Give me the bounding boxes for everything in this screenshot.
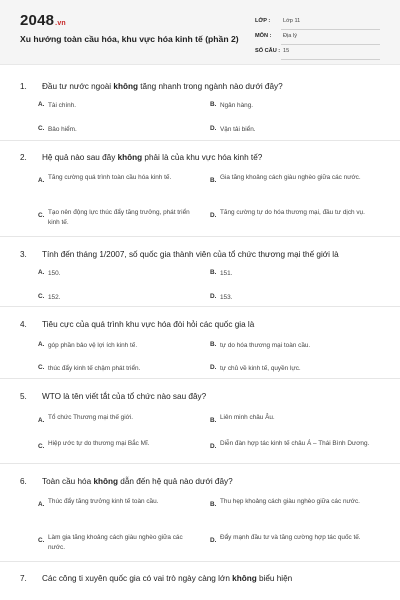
question-divider <box>0 561 400 562</box>
question-text <box>42 250 339 259</box>
logo-suffix: .vn <box>55 20 66 27</box>
option-key: A. <box>38 417 45 424</box>
question-number: 2. <box>20 153 27 162</box>
question-text-pre: WTO là tên viết tắt của tổ chức nào sau đây? <box>42 392 207 401</box>
question-heading <box>20 318 380 332</box>
option-text: Liên minh châu Âu. <box>220 414 275 421</box>
question-divider <box>0 463 400 464</box>
option-key: C. <box>38 125 45 132</box>
option-text: tự chủ về kinh tế, quyền lực. <box>220 365 301 372</box>
question-heading <box>20 80 380 94</box>
question-text-pre: Toàn cầu hóa <box>42 477 94 486</box>
option-text: Làm gia tăng khoảng cách giàu nghèo giữa các nước. <box>48 534 183 551</box>
question-heading <box>20 248 380 262</box>
option-key: B. <box>210 101 217 108</box>
question-divider <box>0 140 400 141</box>
answer-option-c[interactable] <box>38 439 203 463</box>
option-key: D. <box>210 443 217 450</box>
answer-option-d[interactable] <box>210 533 375 557</box>
answer-option-a[interactable] <box>38 413 203 437</box>
option-key: B. <box>210 341 217 348</box>
option-key: A. <box>38 501 45 508</box>
question-heading <box>20 390 380 404</box>
option-text: Tạo nên động lực thúc đẩy tăng trưởng, phát triển kinh tế. <box>48 209 190 226</box>
option-text: 153. <box>220 294 233 301</box>
answer-option-a[interactable] <box>38 101 203 125</box>
answer-option-d[interactable] <box>210 364 375 388</box>
answer-option-b[interactable] <box>210 497 375 521</box>
question-text-post: tăng nhanh trong ngành nào dưới đây? <box>137 82 283 91</box>
site-logo[interactable] <box>20 12 66 29</box>
question-text <box>42 82 283 91</box>
option-text: góp phần bảo vệ lợi ích kinh tế. <box>48 342 138 349</box>
option-text: Tăng cường tự do hóa thương mại, đầu tư dịch vụ. <box>220 209 365 216</box>
question-number: 1. <box>20 82 27 91</box>
option-text: Thúc đẩy tăng trưởng kinh tế toàn cầu. <box>48 498 159 505</box>
option-text: Thu hẹp khoảng cách giàu nghèo giữa các nước. <box>220 498 360 505</box>
option-text: tự do hóa thương mại toàn cầu. <box>220 342 311 349</box>
option-key: D. <box>210 125 217 132</box>
option-key: C. <box>38 293 45 300</box>
option-key: A. <box>38 341 45 348</box>
option-key: C. <box>38 364 45 371</box>
question-text-post: dẫn đến hệ quả nào dưới đây? <box>118 477 233 486</box>
option-key: A. <box>38 101 45 108</box>
answer-option-b[interactable] <box>210 269 375 293</box>
question-text-pre: Các công ti xuyên quốc gia có vai trò ngày càng lớn <box>42 574 233 583</box>
question-number: 4. <box>20 320 27 329</box>
question-text-emphasis: không <box>232 574 257 583</box>
question-2 <box>20 151 380 241</box>
option-key: D. <box>210 364 217 371</box>
logo-text: 2048 <box>20 12 55 29</box>
question-text-pre: Tiêu cực của quá trình khu vực hóa đòi hỏi các quốc gia là <box>42 320 255 329</box>
option-key: B. <box>210 417 217 424</box>
socau-value: 15 <box>283 48 290 54</box>
answer-option-d[interactable] <box>210 439 375 463</box>
answer-option-b[interactable] <box>210 413 375 437</box>
option-text: thúc đẩy kinh tế chậm phát triển. <box>48 365 141 372</box>
option-key: B. <box>210 501 217 508</box>
option-text: Đẩy mạnh đầu tư và tăng cường hợp tác quốc tế. <box>220 534 361 541</box>
option-text: Hiệp ước tự do thương mại Bắc Mĩ. <box>48 440 150 447</box>
option-key: D. <box>210 212 217 219</box>
question-text-pre: Hệ quả nào sau đây <box>42 153 118 162</box>
option-text: 152. <box>48 294 61 301</box>
option-key: A. <box>38 177 45 184</box>
answer-option-d[interactable] <box>210 293 375 317</box>
question-number: 7. <box>20 574 27 583</box>
info-row-socau <box>255 44 380 62</box>
option-text: Bảo hiểm. <box>48 126 77 133</box>
document-header <box>0 0 400 65</box>
option-key: A. <box>38 269 45 276</box>
answer-option-c[interactable] <box>38 208 203 232</box>
question-heading <box>20 572 380 586</box>
option-key: B. <box>210 269 217 276</box>
option-text: Gia tăng khoảng cách giàu nghèo giữa các nước. <box>220 174 361 181</box>
question-text <box>42 153 262 162</box>
answer-option-a[interactable] <box>38 497 203 521</box>
option-key: D. <box>210 293 217 300</box>
question-heading <box>20 475 380 489</box>
answer-option-d[interactable] <box>210 208 375 232</box>
question-text-emphasis: không <box>93 477 119 486</box>
question-text <box>42 392 206 401</box>
option-text: Tổ chức Thương mại thế giới. <box>48 414 134 421</box>
option-text: Diễn đàn hợp tác kinh tế châu Á – Thái Bình Dương. <box>220 440 370 447</box>
question-text-post: biểu hiện <box>256 574 293 583</box>
question-divider <box>0 306 400 307</box>
answer-option-b[interactable] <box>210 341 375 365</box>
answer-option-b[interactable] <box>210 101 375 125</box>
lop-value: Lớp 11 <box>283 18 301 24</box>
question-text <box>42 320 254 329</box>
question-number: 6. <box>20 477 27 486</box>
socau-underline <box>281 59 380 60</box>
mon-value: Địa lý <box>283 33 297 39</box>
question-text-pre: Đầu tư nước ngoài <box>42 82 114 91</box>
answer-option-a[interactable] <box>38 173 203 197</box>
question-text-post: phải là của khu vực hóa kinh tế? <box>142 153 263 162</box>
option-key: B. <box>210 177 217 184</box>
answer-option-c[interactable] <box>38 125 203 149</box>
option-text: Ngân hàng. <box>220 102 254 109</box>
question-text <box>42 574 292 583</box>
option-text: Vận tải biển. <box>220 126 256 133</box>
answer-option-a[interactable] <box>38 341 203 365</box>
option-key: D. <box>210 537 217 544</box>
answer-option-c[interactable] <box>38 533 203 557</box>
answer-option-c[interactable] <box>38 293 203 317</box>
question-text-emphasis: không <box>117 153 143 162</box>
question-divider <box>0 378 400 379</box>
option-text: 151. <box>220 270 233 277</box>
question-6 <box>20 475 380 565</box>
option-key: C. <box>38 537 45 544</box>
answer-option-b[interactable] <box>210 173 375 197</box>
document-title: Xu hướng toàn cầu hóa, khu vực hóa kinh tế (phần 2) <box>20 34 239 44</box>
answer-option-d[interactable] <box>210 125 375 149</box>
question-5 <box>20 390 380 480</box>
question-number: 5. <box>20 392 27 401</box>
option-text: Tài chính. <box>48 102 77 109</box>
answer-option-c[interactable] <box>38 364 203 388</box>
option-text: Tăng cường quá trình toàn cầu hóa kinh tế. <box>48 174 172 181</box>
question-text <box>42 477 233 486</box>
lop-label: LỚP : <box>255 18 271 24</box>
question-heading <box>20 151 380 165</box>
answer-option-a[interactable] <box>38 269 203 293</box>
socau-label: SỐ CÂU : <box>255 48 281 54</box>
mon-label: MÔN : <box>255 33 272 39</box>
question-text-emphasis: không <box>113 82 138 91</box>
question-7 <box>20 572 380 600</box>
option-key: C. <box>38 212 45 219</box>
question-text-pre: Tính đến tháng 1/2007, số quốc gia thành viên của tổ chức thương mại thế giới là <box>42 250 339 259</box>
question-number: 3. <box>20 250 27 259</box>
option-text: 150. <box>48 270 61 277</box>
question-divider <box>0 236 400 237</box>
option-key: C. <box>38 443 45 450</box>
